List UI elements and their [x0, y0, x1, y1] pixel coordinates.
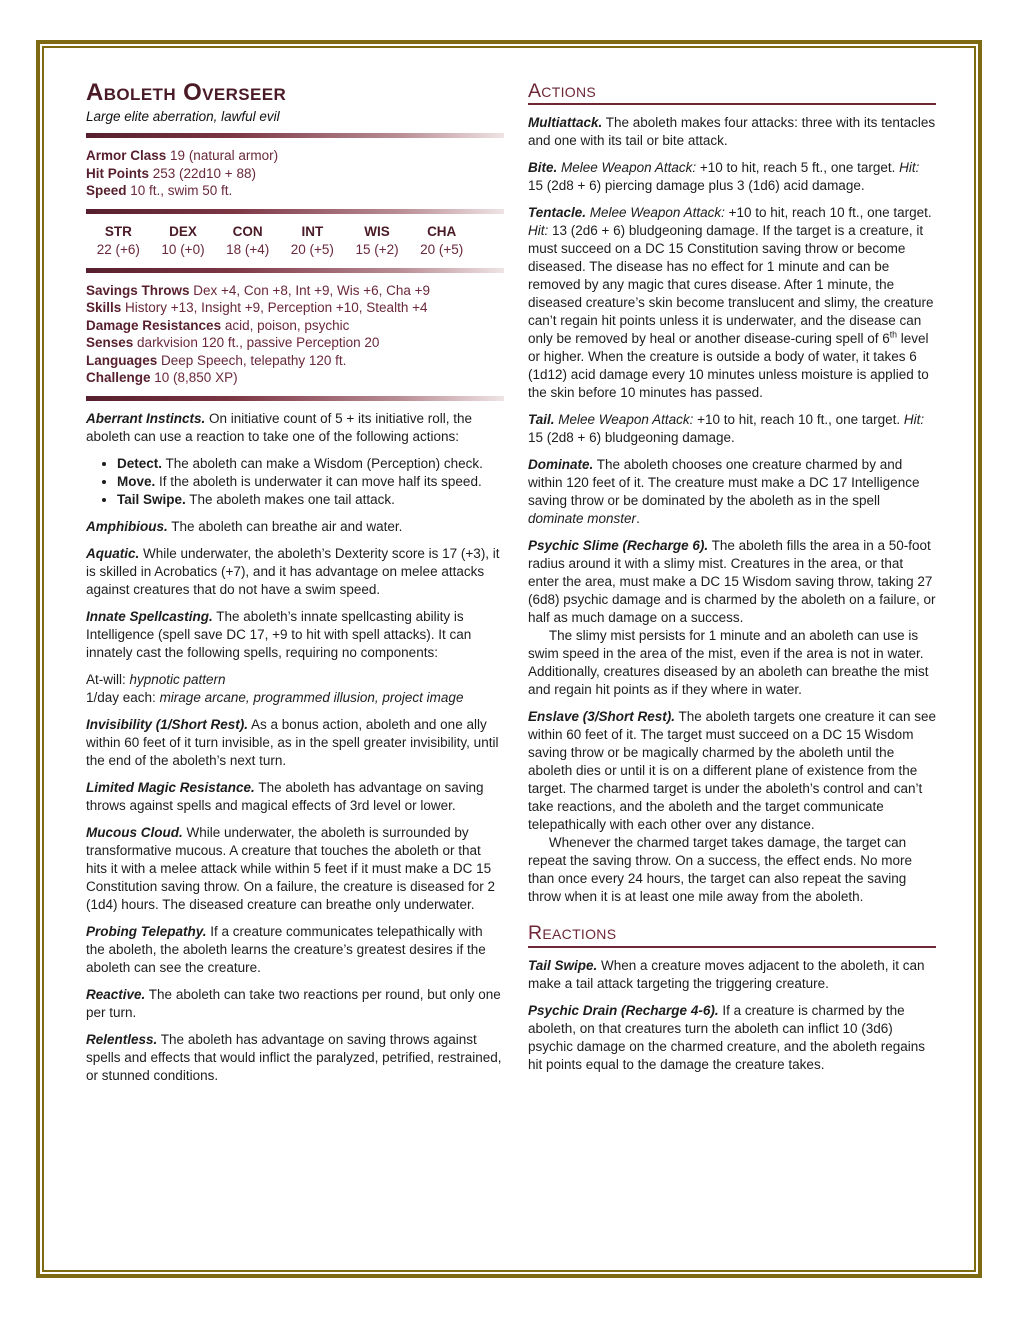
- page-border-outer: [36, 40, 982, 1278]
- stat-label: Armor Class: [86, 148, 167, 164]
- tapered-divider: [86, 133, 504, 138]
- action-paragraph: Tail. Melee Weapon Attack: +10 to hit, reach 10 ft., one target. Hit: 15 (2d8 + 6) bludgeoning damage.: [528, 412, 925, 446]
- stat-line: Damage Resistances acid, poison, psychic: [86, 317, 350, 333]
- ability-score: 18 (+4): [226, 241, 270, 257]
- stat-label: Senses: [86, 335, 134, 351]
- action-paragraph: Whenever the charmed target takes damage, the target can repeat the saving throw. On a success, the effect ends. No more than once every 24 hours, the target can also repeat the saving throw when it is at least one mile away from the aboleth.: [528, 835, 912, 905]
- stat-line: Savings Throws Dex +4, Con +8, Int +9, Wis +6, Cha +9: [86, 282, 431, 298]
- action-paragraph: Dominate. The aboleth chooses one creature charmed by and within 120 feet of it. The creature must make a DC 17 Intelligence saving throw or be dominated by the aboleth as in the spell dominate monster.: [528, 457, 920, 527]
- trait-bullet-item: • Detect. The aboleth can make a Wisdom (Perception) check.: [117, 455, 504, 473]
- stat-label: Damage Resistances: [86, 317, 222, 333]
- tapered-divider: [86, 209, 504, 214]
- ability-score-table: [86, 223, 474, 259]
- trait-bullet-list: [86, 455, 504, 509]
- trait-paragraph: Aberrant Instincts. On initiative count of 5 + its initiative roll, the aboleth can use a reaction to take one of the following actions:: [86, 410, 473, 444]
- stat-label: Speed: [86, 183, 127, 199]
- tapered-divider: [86, 396, 504, 401]
- ability-name: CON: [232, 223, 263, 239]
- stat-label: Languages: [86, 352, 158, 368]
- stat-label: Savings Throws: [86, 282, 190, 298]
- monster-type-line: Large elite aberration, lawful evil: [86, 109, 280, 125]
- action-paragraph: The slimy mist persists for 1 minute and an aboleth can use is swim speed in the area of the mist, even if the area is not in water. Additionally, creatures diseased by an aboleth can breathe the mist and regain hit points as if they where in water.: [528, 628, 929, 698]
- trait-bullet-item: • Tail Swipe. The aboleth makes one tail attack.: [117, 491, 504, 509]
- reactions-heading: Reactions: [528, 922, 936, 947]
- trait-paragraph: Innate Spellcasting. The aboleth’s innate spellcasting ability is Intelligence (spell save DC 17, +9 to hit with spell attacks). It can innately cast the following spells, requiring no components:: [86, 608, 472, 660]
- trait-bullet-item: • Move. If the aboleth is underwater it can move half its speed.: [117, 473, 504, 491]
- trait-paragraph: At-will: hypnotic pattern: [86, 671, 226, 687]
- action-paragraph: Bite. Melee Weapon Attack: +10 to hit, reach 5 ft., one target. Hit: 15 (2d8 + 6) piercing damage plus 3 (1d6) acid damage.: [528, 160, 920, 194]
- trait-paragraph: Reactive. The aboleth can take two reactions per round, but only one per turn.: [86, 986, 501, 1020]
- action-paragraph: Psychic Slime (Recharge 6). The aboleth fills the area in a 50-foot radius around it with a slimy mist. Creatures in the area, or that enter the area, must make a DC 15 Wisdom saving throw, taking 27 (6d8) psychic damage and is charmed by the aboleth on a failure, or half as much damage on a success.: [528, 538, 936, 626]
- ability-score: 20 (+5): [290, 241, 334, 257]
- trait-paragraph: Invisibility (1/Short Rest). As a bonus action, aboleth and one ally within 60 feet of it turn invisible, as in the spell greater invisibility, until the end of the aboleth’s next turn.: [86, 716, 499, 768]
- stat-line: Skills History +13, Insight +9, Perception +10, Stealth +4: [86, 300, 428, 316]
- ability-score: 10 (+0): [161, 241, 205, 257]
- stat-label: Skills: [86, 300, 122, 316]
- ability-score: 22 (+6): [96, 241, 140, 257]
- trait-paragraph: Amphibious. The aboleth can breathe air and water.: [86, 518, 403, 534]
- trait-paragraph: 1/day each: mirage arcane, programmed illusion, project image: [86, 689, 464, 705]
- ability-name: CHA: [427, 223, 457, 239]
- ability-cell: [86, 223, 151, 259]
- tapered-divider: [86, 268, 504, 273]
- trait-paragraph: Relentless. The aboleth has advantage on saving throws against spells and effects that would inflict the paralyzed, petrified, restrained, or stunned conditions.: [86, 1031, 502, 1083]
- reaction-paragraph: Psychic Drain (Recharge 4-6). If a creature is charmed by the aboleth, on that creatures turn the aboleth can inflict 10 (3d6) psychic damage on the charmed creature, and the aboleth regains hit points equal to the damage the creature takes.: [528, 1002, 925, 1072]
- page-border-inner: [42, 46, 976, 1272]
- trait-paragraph: Limited Magic Resistance. The aboleth has advantage on saving throws against spells and magical effects of 3rd level or lower.: [86, 779, 484, 813]
- ability-cell: [280, 223, 345, 259]
- stat-line: Languages Deep Speech, telepathy 120 ft.: [86, 352, 347, 368]
- stat-line: Hit Points 253 (22d10 + 88): [86, 165, 256, 181]
- stat-line: Challenge 10 (8,850 XP): [86, 370, 238, 386]
- actions-section: [528, 114, 936, 906]
- ability-score: 15 (+2): [355, 241, 399, 257]
- ability-name: INT: [301, 223, 324, 239]
- reactions-section: [528, 957, 936, 1074]
- ability-name: DEX: [169, 223, 197, 239]
- core-stats: [86, 147, 504, 200]
- stat-line: Senses darkvision 120 ft., passive Perception 20: [86, 335, 380, 351]
- action-paragraph: Enslave (3/Short Rest). The aboleth targets one creature it can see within 60 feet of it. The target must succeed on a DC 15 Wisdom saving throw or be magically charmed by the aboleth until the aboleth dies or until it is on a different plane of existence from the target. The charmed target is under the aboleth’s control and can’t take reactions, and the aboleth and the target communicate telepathically with each other over any distance.: [528, 709, 936, 833]
- stat-line: Speed 10 ft., swim 50 ft.: [86, 183, 233, 199]
- action-paragraph: Multiattack. The aboleth makes four attacks: three with its tentacles and one with its tail or bite attack.: [528, 115, 936, 149]
- ability-cell: [409, 223, 474, 259]
- ability-name: WIS: [364, 223, 390, 239]
- ability-cell: [151, 223, 216, 259]
- stat-label: Hit Points: [86, 165, 149, 181]
- stat-label: Challenge: [86, 370, 151, 386]
- ability-cell: [345, 223, 410, 259]
- traits-section: [86, 410, 504, 1085]
- reaction-paragraph: Tail Swipe. When a creature moves adjacent to the aboleth, it can make a tail attack targeting the triggering creature.: [528, 957, 925, 991]
- ability-cell: [215, 223, 280, 259]
- trait-paragraph: Aquatic. While underwater, the aboleth’s Dexterity score is 17 (+3), it is skilled in Acrobatics (+7), and it has advantage on melee attacks against creatures that do not have a swim speed.: [86, 545, 500, 597]
- attribute-lines: [86, 282, 504, 387]
- stat-block: [44, 48, 974, 1270]
- ability-name: STR: [104, 223, 132, 239]
- trait-paragraph: Probing Telepathy. If a creature communicates telepathically with the aboleth, the aboleth learns the creature’s greatest desires if the aboleth can see the creature.: [86, 923, 486, 975]
- trait-paragraph: Mucous Cloud. While underwater, the aboleth is surrounded by transformative mucous. A creature that touches the aboleth or that hits it with a melee attack while within 5 feet if it must make a DC 15 Constitution saving throw. On a failure, the creature is diseased for 2 (1d4) hours. The diseased creature can breathe only underwater.: [86, 824, 495, 912]
- ability-score: 20 (+5): [420, 241, 464, 257]
- stat-line: Armor Class 19 (natural armor): [86, 148, 279, 164]
- monster-name: Aboleth Overseer: [86, 79, 287, 106]
- actions-heading: Actions: [528, 80, 936, 105]
- right-column: [528, 80, 936, 1250]
- action-paragraph: Tentacle. Melee Weapon Attack: +10 to hit, reach 10 ft., one target. Hit: 13 (2d6 + 6) bludgeoning damage. If the target is a creature, it must succeed on a DC 15 Constitution saving throw or become diseased. The disease has no effect for 1 minute and can be removed by any magic that cures disease. After 1 minute, the diseased creature’s skin become translucent and slimy, the creature can’t regain hit points unless it is underwater, and the disease can only be removed by heal or another disease-curing spell of 6th level or higher. When the creature is outside a body of water, it takes 6 (1d12) acid damage every 10 minutes unless moisture is applied to the skin before 10 minutes has passed.: [528, 205, 934, 401]
- left-column: [86, 80, 504, 1250]
